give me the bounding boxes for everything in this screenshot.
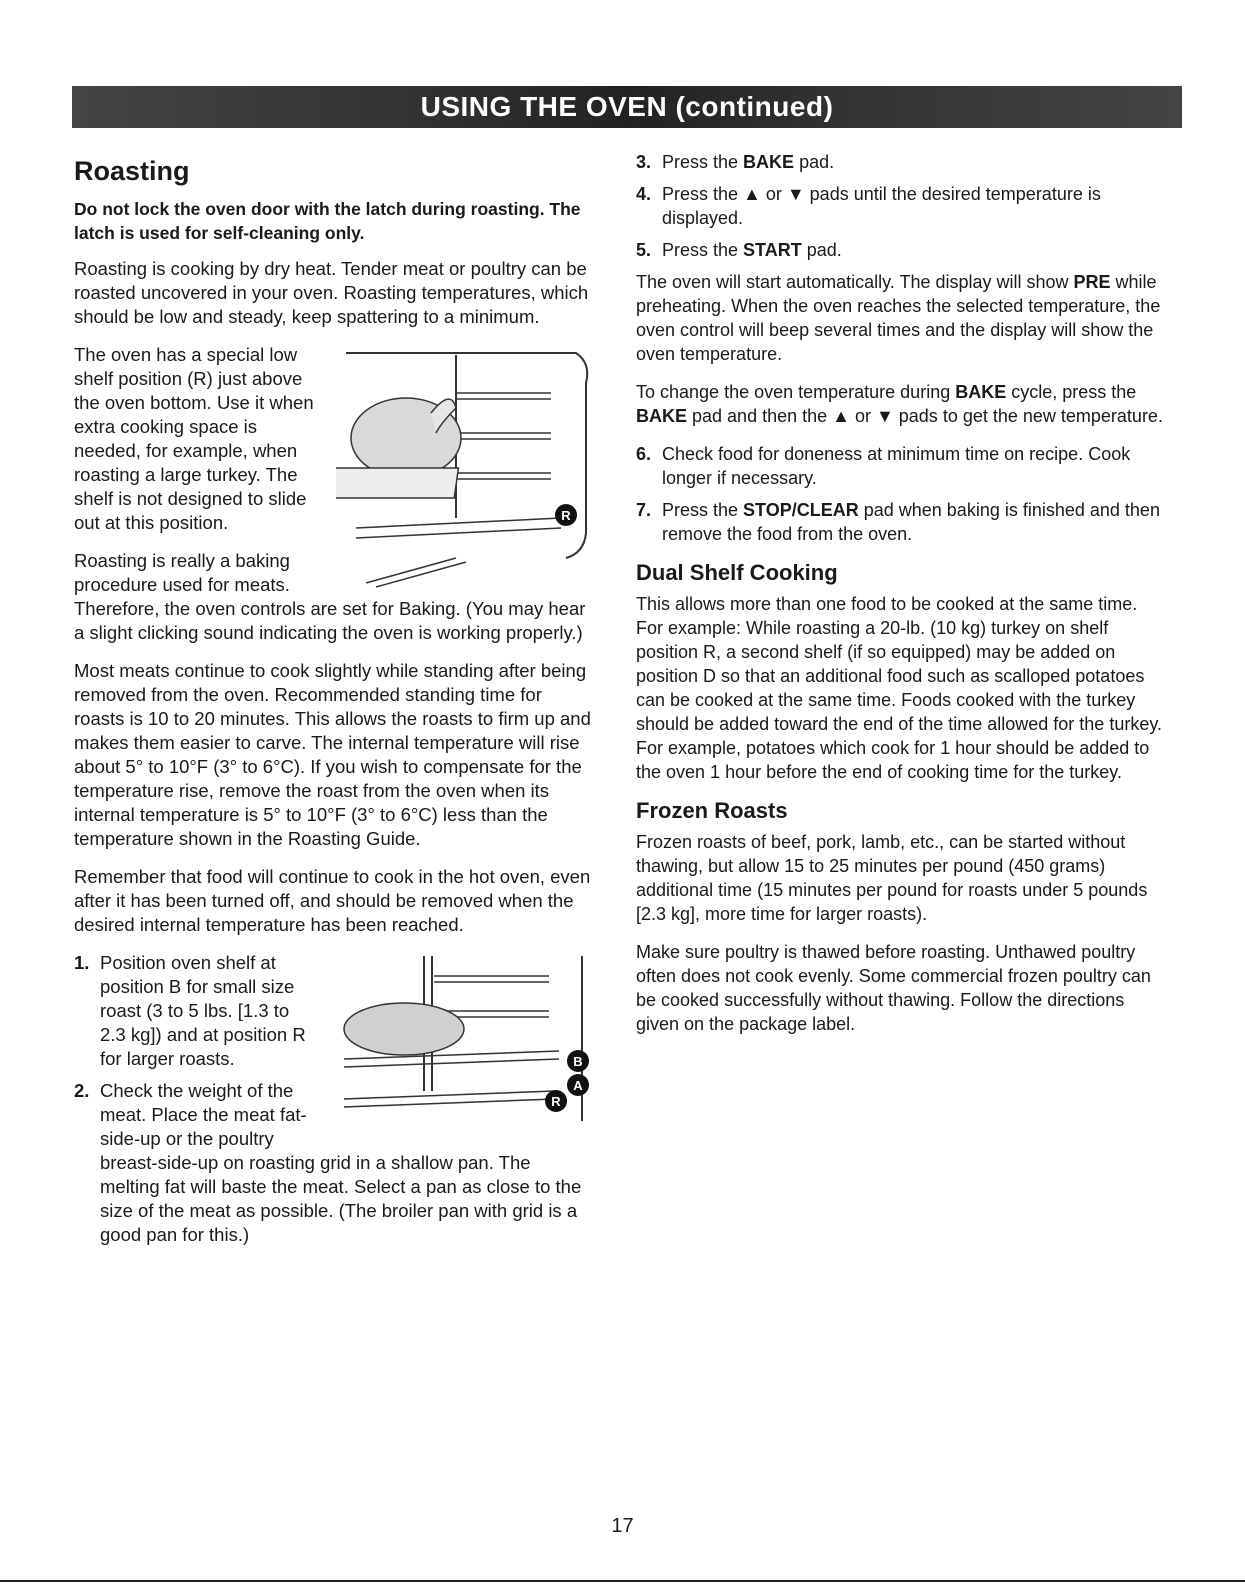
baking-procedure-paragraph: Roasting is really a baking procedure used for meats. Therefore, the oven controls are set for Baking. (You may hear a slight clicking sound indicating the oven is working properly.) [74, 550, 586, 643]
finish-steps-list [636, 442, 1166, 546]
standing-time-paragraph: Most meats continue to cook slightly while standing after being removed from the oven. Recommended standing time for roasts is 10 to 20 minutes. This allows the roasts to firm up and makes them easier to carve. The internal temperature will rise about 5° to 10°F (3° to 6°C). If you wish to compensate for the temperature rise, remove the roast from the oven when its internal temperature is 5° to 10°F (3° to 6°C) less than the temperature shown in the Roasting Guide. [74, 660, 591, 849]
list-item: 2. Check the weight of the meat. Place the meat fat-side-up or the poultry breast-side-up on roasting grid in a shallow pan. The melting fat will baste the meat. Select a pan as close to the size of the meat as possible. (The broiler pan with grid is a good pan for this.) [74, 1080, 582, 1245]
thaw-poultry-paragraph: Make sure poultry is thawed before roasting. Unthawed poultry often does not cook evenly. Some commercial frozen poultry can be cooked successfully without thawing. Follow the directions given on the package label. [636, 942, 1151, 1034]
page-number: 17 [611, 1515, 634, 1537]
list-item: 1. Position oven shelf at position B for small size roast (3 to 5 lbs. [1.3 to 2.3 kg]) and at position R for larger roasts. [74, 952, 306, 1069]
roasting-heading: Roasting [74, 156, 190, 186]
change-temp-paragraph: To change the oven temperature during BAKE cycle, press the BAKE pad and then the ▲ or ▼ pads to get the new temperature. [636, 382, 1163, 426]
left-column [74, 150, 594, 1255]
banner-title: USING THE OVEN (continued) [420, 91, 834, 122]
dual-shelf-paragraph: This allows more than one food to be cooked at the same time. For example: While roasting a 20-lb. (10 kg) turkey on shelf position R, a second shelf (if so equipped) may be added on position D so that an additional food such as scalloped potatoes can be cooked at the same time. Foods cooked with the turkey should be added toward the end of the time allowed for the turkey. For example, potatoes which cook for 1 hour should be added to the oven 1 hour before the end of cooking time for the turkey. [636, 594, 1162, 782]
list-item: 5. Press the START pad. [636, 240, 842, 260]
fig2-label-b: B [573, 1054, 583, 1069]
turkey-oven-illustration [336, 343, 594, 593]
dual-shelf-heading: Dual Shelf Cooking [636, 560, 838, 585]
frozen-roasts-paragraph: Frozen roasts of beef, pork, lamb, etc., can be started without thawing, but allow 15 to 25 minutes per pound (450 grams) additional time (15 minutes per pound for roasts under 5 pounds [2.3 kg], more time for larger roasts). [636, 832, 1148, 924]
fig2-label-r: R [551, 1094, 561, 1109]
roasting-intro: Roasting is cooking by dry heat. Tender meat or poultry can be roasted uncovered in your oven. Roasting temperatures, which should be low and steady, keep spattering to a minimum. [74, 258, 589, 327]
list-item: 3. Press the BAKE pad. [636, 152, 835, 172]
frozen-roasts-heading: Frozen Roasts [636, 798, 788, 823]
list-item: 7. Press the STOP/CLEAR pad when baking is finished and then remove the food from the oven. [636, 500, 1160, 544]
latch-warning: Do not lock the oven door with the latch during roasting. The latch is used for self-cleaning only. [74, 199, 581, 243]
preheat-paragraph: The oven will start automatically. The display will show PRE while preheating. When the oven reaches the selected temperature, the oven control will beep several times and the display will show the oven temperature. [636, 272, 1161, 364]
list-item: 6. Check food for doneness at minimum time on recipe. Cook longer if necessary. [636, 444, 1131, 488]
fig1-shelf-label: R [561, 508, 571, 523]
section-banner [72, 86, 1182, 128]
fig2-label-a: A [573, 1078, 583, 1093]
right-column [636, 150, 1166, 1050]
bottom-rule [0, 1580, 1245, 1582]
list-item: 4. Press the ▲ or ▼ pads until the desired temperature is displayed. [636, 184, 1101, 228]
bake-steps-list [636, 150, 1166, 262]
low-shelf-paragraph: The oven has a special low shelf position (R) just above the oven bottom. Use it when extra cooking space is needed, for example, when roasting a large turkey. The shelf is not designed to slide out at this position. [74, 344, 314, 533]
roast-shelf-illustration [324, 951, 594, 1131]
continue-cook-paragraph: Remember that food will continue to cook in the hot oven, even after it has been turned off, and should be removed when the desired internal temperature has been reached. [74, 866, 591, 935]
